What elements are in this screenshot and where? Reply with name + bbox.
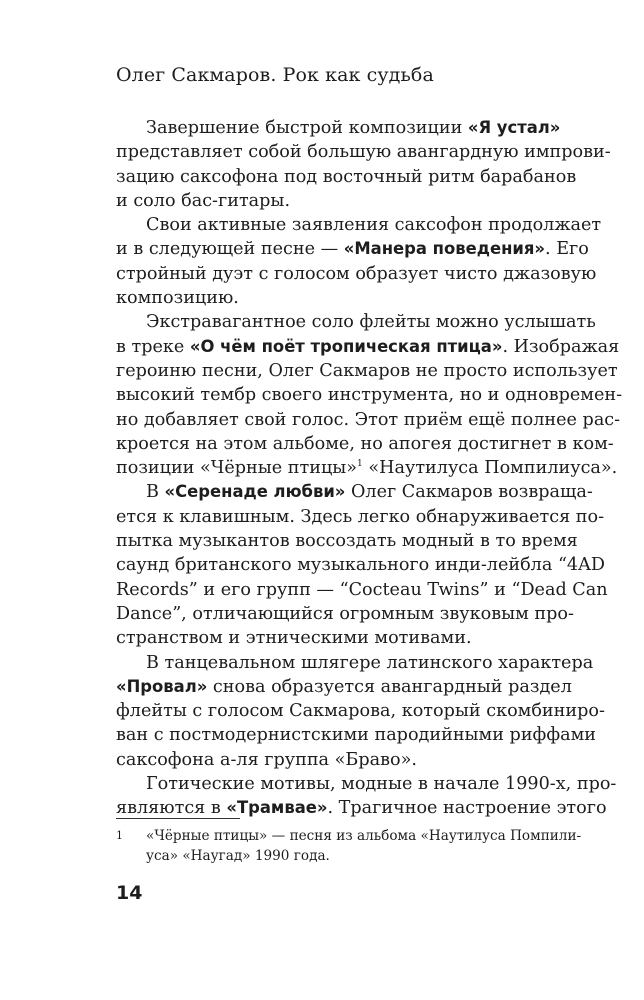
text-line: в треке «О чём поёт тропическая птица». Изображая bbox=[116, 336, 620, 357]
text-line: странством и этническими мотивами. bbox=[116, 628, 472, 649]
text-line: являются в «Трамвае». Трагичное настроение этого bbox=[116, 798, 607, 819]
text-line: Dance”, отличающийся огромным звуковым про- bbox=[116, 603, 574, 624]
text-line: Records” и его групп — “Cocteau Twins” и “Dead Can bbox=[116, 579, 608, 600]
text-line: героиню песни, Олег Сакмаров не просто использует bbox=[116, 360, 618, 381]
text-line: высокий тембр своего инструмента, но и одновремен- bbox=[116, 385, 623, 406]
text-line: В танцевальном шлягере латинского характера bbox=[146, 652, 594, 673]
text-line: пытка музыкантов воссоздать модный в то время bbox=[116, 531, 578, 552]
text-line: В «Серенаде любви» Олег Сакмаров возвраща- bbox=[146, 482, 593, 503]
song-title: «Трамвае» bbox=[226, 798, 328, 818]
text-line: но добавляет свой голос. Этот приём ещё полнее рас- bbox=[116, 409, 621, 430]
text-line: саксофона а-ля группа «Браво». bbox=[116, 749, 417, 770]
song-title: «Серенаде любви» bbox=[164, 482, 346, 502]
text-line: Завершение быстрой композиции «Я устал» bbox=[146, 118, 561, 138]
text-line: Свои активные заявления саксофон продолжает bbox=[146, 215, 602, 236]
text-line: Готические мотивы, модные в начале 1990-х, про- bbox=[146, 774, 617, 795]
text-line: саунд британского музыкального инди-лейбла “4AD bbox=[116, 555, 605, 576]
text-line: ван с постмодернистскими пародийными риффами bbox=[116, 725, 596, 746]
page-number: 14 bbox=[116, 882, 143, 904]
text-line: и соло бас-гитары. bbox=[116, 190, 291, 211]
footnote bbox=[116, 826, 582, 866]
footnote-line: уса» «Наугад» 1990 года. bbox=[146, 848, 330, 864]
song-title: «О чём поёт тропическая птица» bbox=[189, 336, 503, 356]
song-title: «Манера поведения» bbox=[343, 239, 546, 259]
text-line: представляет собой большую авангардную импрови- bbox=[116, 142, 611, 163]
running-header: Олег Сакмаров. Рок как судьба bbox=[116, 64, 434, 86]
text-line: кроется на этом альбоме, но апогея достигнет в ком- bbox=[116, 433, 614, 454]
text-line: «Провал» снова образуется авангардный раздел bbox=[116, 676, 572, 697]
text-line: позиции «Чёрные птицы»$^1$ «Наутилуса Помпилиуса». bbox=[116, 458, 618, 479]
text-line: и в следующей песне — «Манера поведения». Его bbox=[116, 239, 589, 260]
footnote-line: «Чёрные птицы» — песня из альбома «Наутилуса Помпили- bbox=[146, 828, 582, 844]
footnote-divider bbox=[116, 818, 240, 819]
text-line: флейты с голосом Сакмарова, который скомбиниро- bbox=[116, 701, 605, 722]
text-line: Экстравагантное соло флейты можно услышать bbox=[146, 312, 596, 333]
text-line: композицию. bbox=[116, 288, 239, 309]
text-line: ется к клавишным. Здесь легко обнаруживается по- bbox=[116, 506, 605, 527]
song-title: «Провал» bbox=[116, 676, 208, 696]
footnote-reference[interactable]: 1 bbox=[357, 459, 363, 470]
text-line: зацию саксофона под восточный ритм барабанов bbox=[116, 166, 577, 187]
footnote-number: 1 bbox=[116, 829, 123, 842]
text-line: стройный дуэт с голосом образует чисто джазовую bbox=[116, 263, 597, 284]
song-title: «Я устал» bbox=[467, 118, 561, 137]
body-text bbox=[116, 116, 623, 821]
